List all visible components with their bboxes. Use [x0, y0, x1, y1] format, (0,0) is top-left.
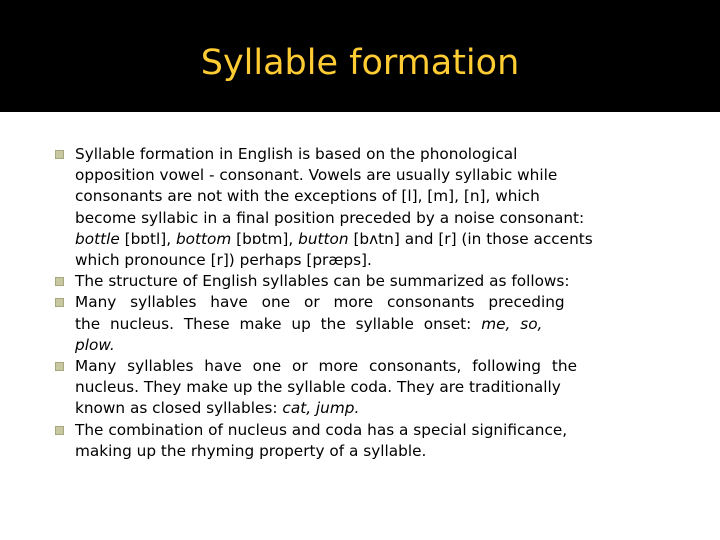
bullet-item: [54, 420, 690, 462]
example-word: me, so,: [481, 314, 543, 333]
title-band: [0, 0, 720, 112]
square-bullet-icon: [55, 277, 64, 286]
bullet-line: [75, 335, 690, 356]
bullet-line-examples: [75, 398, 690, 419]
bullet-list: [54, 144, 690, 462]
bullet-line: Many syllables have one or more consonants, following the: [75, 357, 577, 376]
bullet-item: [54, 356, 690, 420]
transcription-text: [bɒtm],: [231, 229, 299, 248]
bullet-line: The combination of nucleus and coda has a special significance,: [75, 420, 568, 439]
bullet-item: [54, 271, 690, 292]
bullet-line: Syllable formation in English is based on the phonological: [75, 145, 518, 163]
bullet-line: opposition vowel - consonant. Vowels are usually syllabic while: [75, 166, 558, 185]
body-text: the nucleus. These make up the syllable onset:: [75, 314, 482, 333]
bullet-line-examples: [75, 314, 690, 335]
transcription-text: [bɒtl],: [119, 229, 176, 248]
bullet-line: consonants are not with the exceptions of [l], [m], [n], which: [75, 187, 540, 206]
body-text: known as closed syllables:: [75, 399, 283, 418]
bullet-line: making up the rhyming property of a syllable.: [75, 441, 427, 460]
example-word: button: [298, 229, 349, 248]
example-word: cat, jump.: [282, 399, 360, 418]
example-word: bottom: [175, 229, 232, 248]
square-bullet-icon: [55, 426, 64, 435]
example-word: bottle: [75, 229, 120, 248]
square-bullet-icon: [55, 362, 64, 371]
bullet-line: which pronounce [r]) perhaps [præps].: [75, 251, 372, 270]
square-bullet-icon: [55, 150, 64, 159]
bullet-line: The structure of English syllables can be summarized as follows:: [75, 272, 570, 291]
bullet-line: Many syllables have one or more consonants preceding: [75, 293, 565, 312]
bullet-line: nucleus. They make up the syllable coda. They are traditionally: [75, 378, 561, 397]
example-word: plow.: [75, 335, 115, 354]
bullet-line-examples: [75, 229, 690, 250]
bullet-line: become syllabic in a final position preceded by a noise consonant:: [75, 208, 585, 227]
slide-title: Syllable formation: [200, 43, 520, 83]
bullet-item: [54, 144, 690, 271]
bullet-item: [54, 292, 690, 356]
square-bullet-icon: [55, 298, 64, 307]
transcription-text: [bʌtn] and [r] (in those accents: [348, 229, 593, 248]
